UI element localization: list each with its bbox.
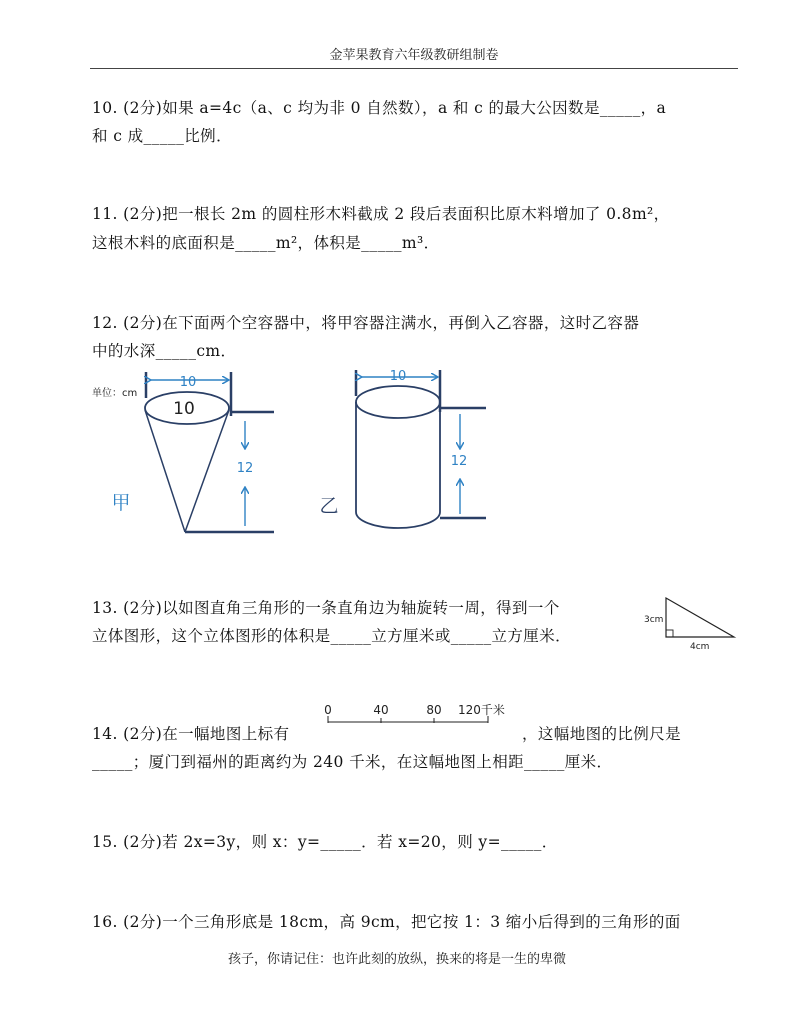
jia-diameter-label: 10 [179,375,197,390]
jia-inner-label: 10 [173,399,195,419]
q10-line1: 10. (2分)如果 a=4c（a、c 均为非 0 自然数），a 和 c 的最大公因数是_____，a [92,99,667,117]
q14-line1-before: 14. (2分)在一幅地图上标有 [92,725,290,743]
q15-line1: 15. (2分)若 2x=3y，则 x：y=_____．若 x=20，则 y=_____． [92,833,558,851]
triangle-base-label: 4cm [690,642,710,652]
q14-line1-after: ，这幅地图的比例尺是 [522,725,682,743]
q14-line2: _____；厦门到福州的距离约为 240 千米，在这幅地图上相距_____厘米． [92,753,613,771]
yi-cylinder-top [356,386,440,418]
q13-triangle-figure [640,592,740,654]
scale-tick-0: 0 [324,703,332,717]
page-header: 金苹果教育六年级教研组制卷 [329,48,499,63]
q11-line2: 这根木料的底面积是_____m²，体积是_____m³． [92,234,440,252]
q12-line2: 中的水深_____cm． [92,342,237,360]
q10-line2: 和 c 成_____比例． [92,127,232,145]
yi-diameter-label: 10 [389,369,407,384]
unit-label: 单位：cm [92,388,138,399]
jia-label: 甲 [111,492,131,514]
q11-line1: 11. (2分)把一根长 2m 的圆柱形木料截成 2 段后表面积比原木料增加了 0.8m²， [92,205,670,223]
scale-tick-1: 40 [373,703,389,717]
q13-line2: 立体图形，这个立体图形的体积是_____立方厘米或_____立方厘米． [92,627,572,645]
q12-container-figure [88,364,498,548]
q14-scale-bar [318,702,528,730]
q13-line1: 13. (2分)以如图直角三角形的一条直角边为轴旋转一周，得到一个 [92,599,560,617]
scale-tick-3: 120千米 [458,703,505,717]
jia-height-label: 12 [236,461,254,476]
triangle-height-label: 3cm [644,615,664,625]
q16-line1: 16. (2分)一个三角形底是 18cm，高 9cm，把它按 1：3 缩小后得到的三角形的面 [92,913,681,931]
header-divider [90,68,738,69]
page-footer: 孩子，你请记住：也许此刻的放纵，换来的将是一生的卑微 [227,952,566,967]
q12-line1: 12. (2分)在下面两个空容器中，将甲容器注满水，再倒入乙容器，这时乙容器 [92,314,640,332]
scale-tick-2: 80 [426,703,442,717]
yi-height-label: 12 [450,454,468,469]
yi-label: 乙 [319,495,339,517]
